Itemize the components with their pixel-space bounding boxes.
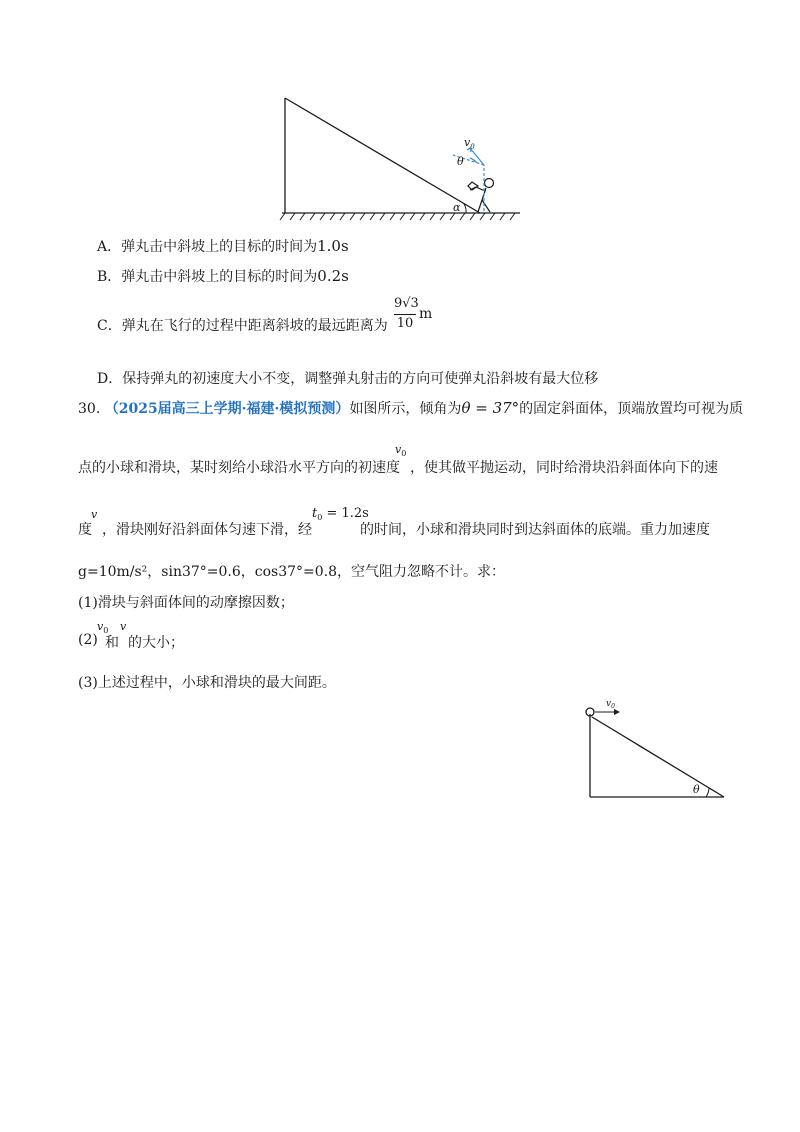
q30-line1: 30. （2025届高三上学期·福建·模拟预测）如图所示，倾角为θ = 37°的固定斜面体，顶端放置均可视为质 <box>78 399 744 417</box>
theta-label: θ <box>457 155 464 168</box>
option-d: D．保持弹丸的初速度大小不变，调整弹丸射击的方向可使弹丸沿斜坡有最大位移 <box>97 371 599 387</box>
option-c-unit: m <box>419 306 433 322</box>
theta-label: θ <box>693 783 700 796</box>
v-symbol-sub2: v <box>120 620 127 633</box>
q30-line2-b: ，使其做平抛运动，同时给滑块沿斜面体向下的速 <box>410 460 718 476</box>
option-a: A．弹丸击中斜坡上的目标的时间为1.0s <box>97 237 349 255</box>
alpha-label: α <box>453 201 461 214</box>
q30-number: 30. <box>78 401 101 417</box>
q30-line3-c: 的时间，小球和滑块同时到达斜面体的底端。重力加速度 <box>360 522 710 538</box>
q30-sub3: (3)上述过程中，小球和滑块的最大间距。 <box>78 675 336 691</box>
v-symbol-line3: v <box>91 508 98 521</box>
q30-sub1: (1)滑块与斜面体间的动摩擦因数； <box>78 595 294 611</box>
q30-sub2-rest: 的大小； <box>128 635 184 651</box>
option-a-value: 1.0s <box>317 237 349 255</box>
option-c: C．弹丸在飞行的过程中距离斜坡的最远距离为 <box>97 318 388 334</box>
option-c-denominator: 10 <box>396 316 414 331</box>
v0-label: $v_0$ <box>464 136 475 151</box>
v0-label: $v_0$ <box>606 699 615 710</box>
q30-sub2: (2) <box>78 632 98 648</box>
q30-sub2-and: 和 <box>105 635 119 651</box>
q30-line3-b: ，滑块刚好沿斜面体匀速下滑，经 <box>102 522 312 538</box>
theta-eq: θ = 37° <box>461 399 520 417</box>
option-c-numerator: 9√3 <box>394 296 419 311</box>
t0-expression: $t_0 = 1.2s$ <box>312 506 369 522</box>
option-b-value: 0.2s <box>317 267 349 285</box>
v0-symbol-line2: $v_0$ <box>395 443 407 458</box>
q30-line2: 点的小球和滑块，某时刻给小球沿水平方向的初速度 <box>78 460 400 476</box>
option-b: B．弹丸击中斜坡上的目标的时间为0.2s <box>97 267 349 285</box>
q30-line3: 度 <box>78 522 92 538</box>
v0-symbol-sub2: $v_0$ <box>97 620 109 635</box>
q30-line4: g=10m/s²，sin37°=0.6，cos37°=0.8，空气阻力忽略不计。求： <box>78 564 506 580</box>
q30-source: （2025届高三上学期·福建·模拟预测） <box>104 401 350 417</box>
